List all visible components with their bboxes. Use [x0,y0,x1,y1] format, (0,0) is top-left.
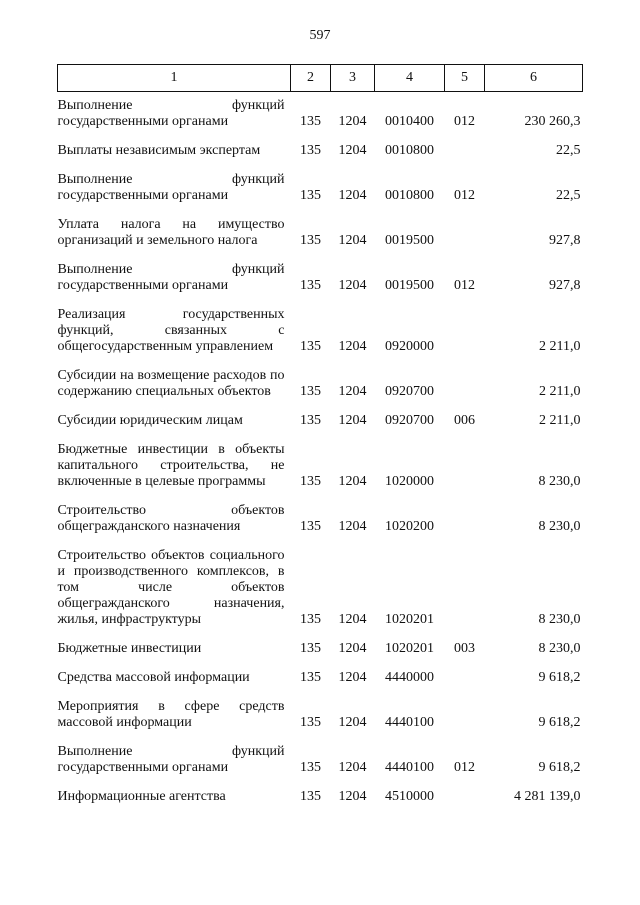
row-code-4-cell: 0920700 [385,384,434,399]
table-row [58,535,583,628]
row-code-2-cell: 135 [300,278,321,293]
header-cell-1: 1 [58,65,291,92]
row-code-5-cell [445,535,485,628]
row-amount-cell: 2 211,0 [539,413,581,428]
row-code-3-cell: 1204 [338,143,367,158]
row-name-cell: Субсидии юридическим лицам [57,413,243,428]
table-row [58,294,583,355]
header-cell-2: 2 [291,65,331,92]
row-code-3-cell: 1204 [338,641,367,656]
header-row [58,65,583,92]
row-amount-cell: 927,8 [549,233,581,248]
row-code-4-cell: 1020200 [385,519,434,534]
row-name-cell: Средства массовой информации [57,670,250,685]
row-code-4-cell: 0920000 [385,339,434,354]
header-cell-3: 3 [331,65,375,92]
row-code-3-cell: 1204 [338,789,367,804]
row-name-cell: Уплата налога на имущество организаций и земельного налога [57,217,285,248]
row-code-2-cell: 135 [300,474,321,489]
row-code-5-cell [445,130,485,159]
row-amount-cell: 8 230,0 [538,519,581,534]
row-code-2-cell: 135 [300,789,321,804]
table-row [58,490,583,535]
row-amount-cell: 8 230,0 [538,612,581,627]
row-name-cell: Мероприятия в сфере средств массовой информации [57,699,285,730]
row-code-2-cell: 135 [300,188,321,203]
table-row [58,249,583,294]
row-code-4-cell: 0010800 [385,188,434,203]
row-name-cell: Выполнение функций государственными органами [57,744,285,775]
row-code-5-cell [445,657,485,686]
row-name-cell: Бюджетные инвестиции [57,641,202,656]
row-amount-cell: 2 211,0 [539,339,581,354]
row-code-3-cell: 1204 [338,519,367,534]
row-code-4-cell: 4440100 [385,760,434,775]
row-code-3-cell: 1204 [338,760,367,775]
row-name-cell: Реализация государственных функций, связанных с общегосударственным управлением [57,307,285,354]
row-amount-cell: 2 211,0 [539,384,581,399]
page-number: 597 [309,28,331,43]
row-code-2-cell: 135 [300,519,321,534]
row-code-4-cell: 4440100 [385,715,434,730]
row-code-4-cell: 4510000 [385,789,434,804]
row-name-cell: Субсидии на возмещение расходов по содержанию специальных объектов [57,368,285,399]
row-name-cell: Выполнение функций государственными органами [57,98,285,129]
row-code-3-cell: 1204 [338,384,367,399]
row-code-3-cell: 1204 [338,339,367,354]
row-code-5-cell [445,776,485,805]
row-code-3-cell: 1204 [338,670,367,685]
row-code-4-cell: 1020201 [385,612,434,627]
row-code-5-cell [445,429,485,490]
row-code-2-cell: 135 [300,760,321,775]
row-name-cell: Выполнение функций государственными органами [57,172,285,203]
row-amount-cell: 9 618,2 [538,760,581,775]
row-code-4-cell: 1020201 [385,641,434,656]
table-row [58,657,583,686]
header-cell-4: 4 [375,65,445,92]
row-code-3-cell: 1204 [338,233,367,248]
row-name-cell: Выплаты независимым экспертам [57,143,261,158]
row-code-2-cell: 135 [300,114,321,129]
row-name-cell: Бюджетные инвестиции в объекты капитального строительства, не включенные в целевые программы [57,442,285,489]
table-row [58,429,583,490]
row-code-5-cell: 012 [454,188,475,203]
row-code-4-cell: 0920700 [385,413,434,428]
row-code-5-cell: 006 [454,413,475,428]
table-row [58,400,583,429]
row-code-5-cell: 012 [454,760,475,775]
header-cell-5: 5 [445,65,485,92]
table-body [58,92,583,806]
table-row [58,130,583,159]
row-code-4-cell: 4440000 [385,670,434,685]
row-code-2-cell: 135 [300,612,321,627]
table-row [58,159,583,204]
row-code-3-cell: 1204 [338,474,367,489]
table-row [58,628,583,657]
row-code-5-cell [445,294,485,355]
row-code-2-cell: 135 [300,715,321,730]
row-code-2-cell: 135 [300,384,321,399]
row-code-3-cell: 1204 [338,114,367,129]
row-amount-cell: 8 230,0 [538,641,581,656]
row-code-3-cell: 1204 [338,278,367,293]
row-code-5-cell [445,355,485,400]
row-name-cell: Информационные агентства [57,789,226,804]
row-code-4-cell: 0010400 [385,114,434,129]
row-amount-cell: 22,5 [556,143,581,158]
table-row [58,355,583,400]
row-amount-cell: 22,5 [556,188,581,203]
table-row [58,731,583,776]
row-code-2-cell: 135 [300,413,321,428]
row-code-3-cell: 1204 [338,715,367,730]
table-row [58,686,583,731]
row-amount-cell: 9 618,2 [538,670,581,685]
row-code-3-cell: 1204 [338,612,367,627]
budget-table [57,64,583,805]
header-cell-6: 6 [485,65,583,92]
row-amount-cell: 4 281 139,0 [514,789,581,804]
row-name-cell: Строительство объектов социального и производственного комплексов, в том числе объектов общегражданского назначения, жилья, инфраструктуры [57,548,285,627]
row-amount-cell: 230 260,3 [524,114,581,129]
row-code-5-cell [445,204,485,249]
table-row [58,204,583,249]
row-code-2-cell: 135 [300,670,321,685]
row-code-2-cell: 135 [300,143,321,158]
row-code-5-cell [445,490,485,535]
row-code-2-cell: 135 [300,641,321,656]
table-row [58,776,583,805]
row-amount-cell: 8 230,0 [538,474,581,489]
row-code-3-cell: 1204 [338,188,367,203]
row-name-cell: Выполнение функций государственными органами [57,262,285,293]
row-code-4-cell: 0019500 [385,278,434,293]
row-amount-cell: 927,8 [549,278,581,293]
row-code-5-cell: 012 [454,114,475,129]
row-code-2-cell: 135 [300,233,321,248]
row-code-3-cell: 1204 [338,413,367,428]
row-code-5-cell: 003 [454,641,475,656]
row-code-5-cell [445,686,485,731]
table-row [58,92,583,131]
row-code-4-cell: 0010800 [385,143,434,158]
row-code-2-cell: 135 [300,339,321,354]
row-amount-cell: 9 618,2 [538,715,581,730]
row-code-4-cell: 1020000 [385,474,434,489]
row-name-cell: Строительство объектов общегражданского назначения [57,503,285,534]
row-code-4-cell: 0019500 [385,233,434,248]
row-code-5-cell: 012 [454,278,475,293]
